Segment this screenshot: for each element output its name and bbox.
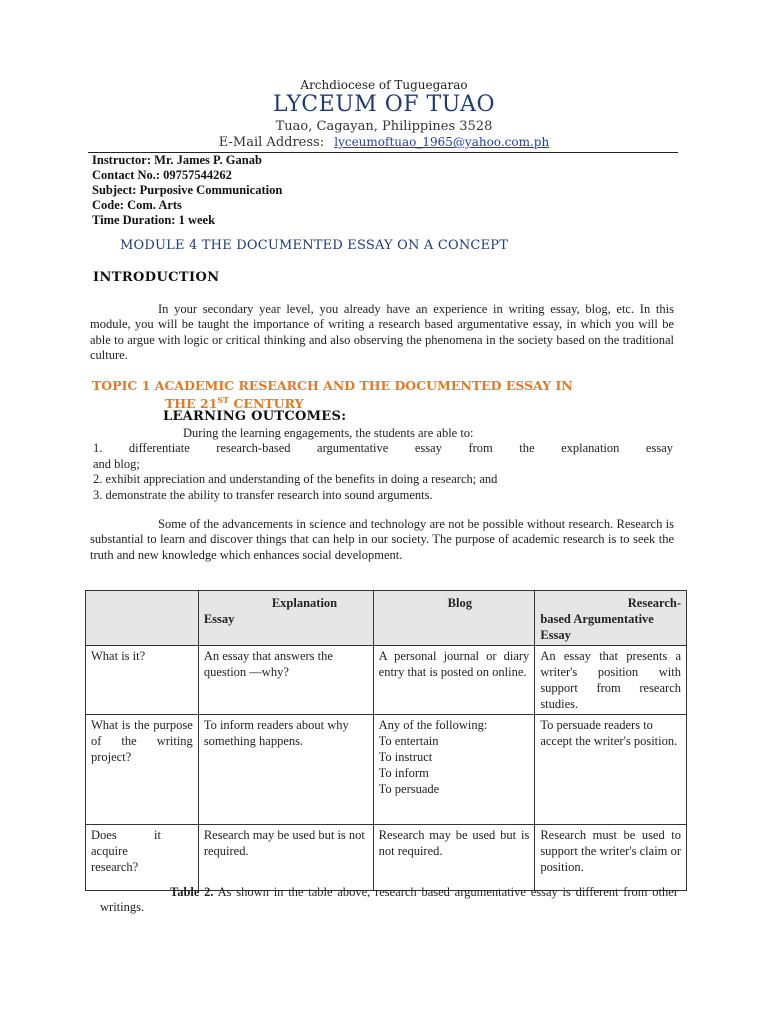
learning-outcomes-heading: LEARNING OUTCOMES: [163, 409, 347, 424]
school-name: LYCEUM OF TUAO [272, 92, 496, 117]
topic-line-2-post: CENTURY [229, 396, 304, 411]
table-header-row [86, 591, 687, 646]
topic-line-2-sup: ST [217, 395, 230, 405]
row-label [86, 825, 199, 891]
email-label: E-Mail Address: [218, 135, 325, 150]
row-label: What is it? [86, 646, 199, 715]
outcome-3: 3. demonstrate the ability to transfer research into sound arguments. [93, 487, 433, 502]
time-duration: Time Duration: 1 week [92, 213, 216, 227]
row-label: What is the purpose of the writing project? [86, 715, 199, 825]
advancements-paragraph [90, 517, 674, 563]
table-row [86, 825, 687, 891]
advancements-text: Some of the advancements in science and technology are not be possible without research. Research is substantial to learn and discover things that can help in our society. The purpose of academic research is to seek the truth and new knowledge which enhances social development. [90, 517, 674, 562]
header-explanation-line-2: Essay [203, 612, 235, 626]
learning-outcomes-list [93, 426, 673, 503]
course-info [92, 153, 282, 228]
header-explanation-line-1: Explanation [271, 596, 338, 610]
header-explanation-essay [198, 591, 373, 646]
blog-purpose-item: To persuade [378, 782, 440, 796]
cell-blog [373, 715, 535, 825]
table-caption [100, 885, 678, 916]
learning-outcomes-lead: During the learning engagements, the students are able to: [183, 426, 474, 440]
blog-purpose-intro: Any of the following: [378, 718, 488, 732]
caption-label: Table 2. [170, 885, 214, 899]
header-empty [86, 591, 199, 646]
school-address: Tuao, Cagayan, Philippines 3528 [275, 119, 493, 134]
table-row [86, 646, 687, 715]
blog-purpose-item: To entertain [378, 734, 439, 748]
subject: Subject: Purposive Communication [92, 183, 283, 197]
table-row [86, 715, 687, 825]
header-blog: Blog [373, 591, 535, 646]
topic-line-2-pre: THE 21 [165, 396, 218, 411]
cell-blog: Research may be used but is not required. [373, 825, 535, 891]
contact-number: Contact No.: 09757544262 [92, 168, 232, 182]
cell-research: To persuade readers to accept the writer's position. [535, 715, 687, 825]
module-title: MODULE 4 THE DOCUMENTED ESSAY ON A CONCEPT [120, 238, 509, 253]
introduction-heading: INTRODUCTION [93, 270, 220, 285]
email-line [0, 135, 768, 150]
row-label-text: Does it acquire research? [91, 828, 161, 874]
blog-purpose-item: To inform [378, 766, 429, 780]
introduction-paragraph [90, 302, 674, 364]
caption-text: As shown in the table above, research based argumentative essay is different from other writings. [100, 885, 678, 915]
header-research-line-1: Research- [627, 596, 681, 610]
email-link[interactable]: lyceumoftuao_1965@yahoo.com.ph [334, 135, 550, 149]
instructor: Instructor: Mr. James P. Ganab [92, 153, 262, 167]
introduction-text: In your secondary year level, you already have an experience in writing essay, blog, etc. In this module, you will be taught the importance of writing a research based argumentative essay, in which you will be able to argue with logic or critical thinking and also observing the phenomena in the society based on the traditional culture. [90, 302, 674, 363]
outcome-1-line-2: and blog; [93, 456, 140, 471]
archdiocese-line: Archdiocese of Tuguegarao [300, 78, 468, 92]
cell-blog: A personal journal or diary entry that is posted on online. [373, 646, 535, 715]
outcome-2: 2. exhibit appreciation and understanding of the benefits in doing a research; and [93, 472, 498, 487]
blog-purpose-item: To instruct [378, 750, 433, 764]
cell-explanation: Research may be used but is not required. [198, 825, 373, 891]
topic-line-1: TOPIC 1 ACADEMIC RESEARCH AND THE DOCUMENTED ESSAY IN [92, 378, 573, 393]
topic-heading [92, 378, 573, 411]
cell-explanation: An essay that answers the question —why? [198, 646, 373, 715]
course-code: Code: Com. Arts [92, 198, 182, 212]
cell-research: An essay that presents a writer's position with support from research studies. [535, 646, 687, 715]
comparison-table [85, 590, 687, 891]
header-research-line-2: based Argumentative Essay [540, 612, 654, 642]
header-research-essay [535, 591, 687, 646]
cell-research: Research must be used to support the writer's claim or position. [535, 825, 687, 891]
outcome-1-line-1: 1. differentiate research-based argumentative essay from the explanation essay [93, 441, 673, 456]
cell-explanation: To inform readers about why something happens. [198, 715, 373, 825]
